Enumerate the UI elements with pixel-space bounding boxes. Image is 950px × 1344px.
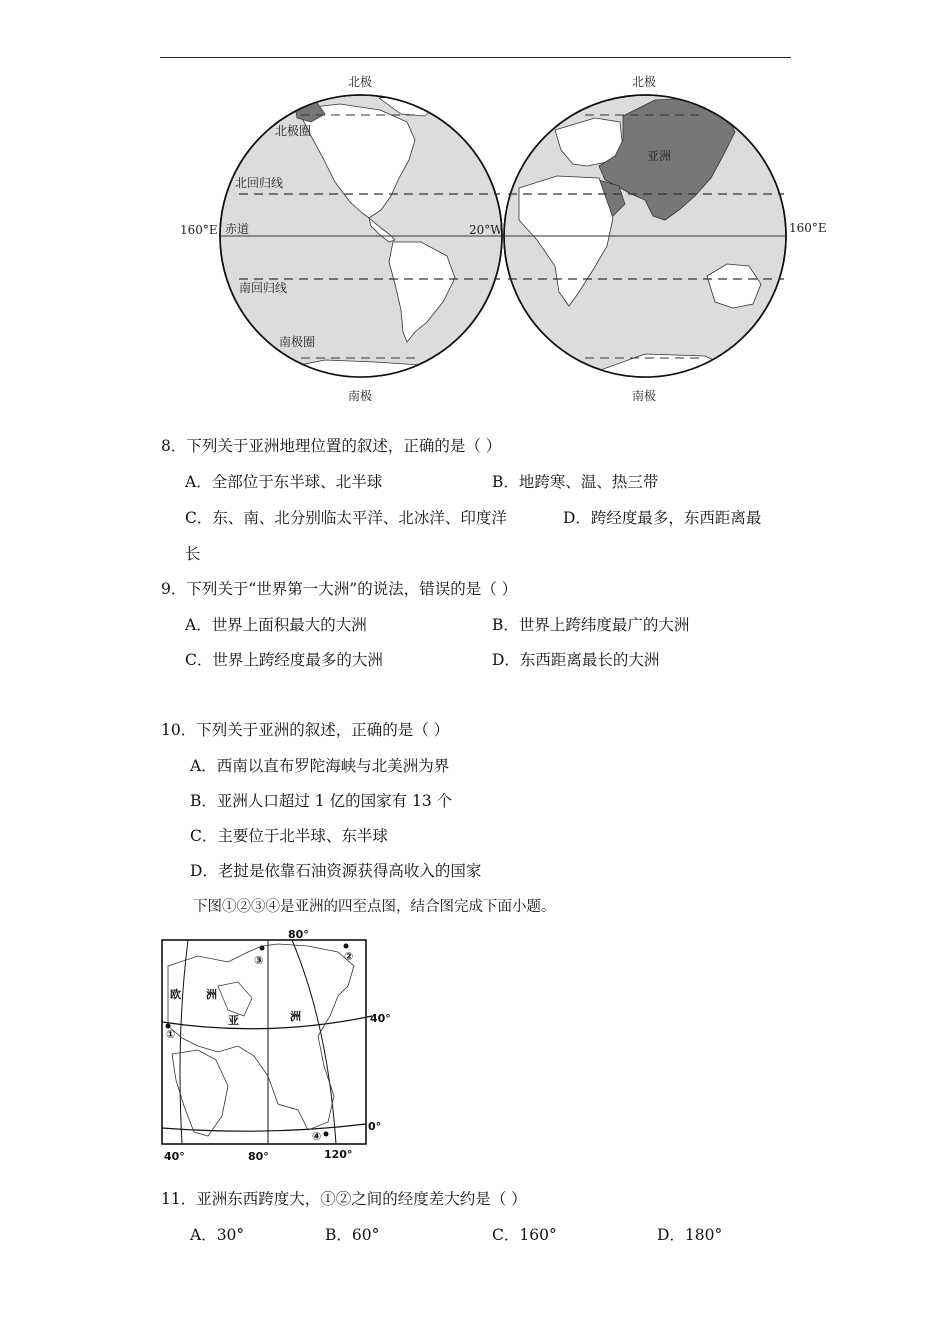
lon-120-label: 120°: [324, 1148, 353, 1161]
q8-option-b[interactable]: B．地跨寒、温、热三带: [492, 473, 659, 491]
lon-40-label: 40°: [164, 1150, 185, 1163]
q9-option-b[interactable]: B．世界上跨纬度最广的大洲: [492, 616, 690, 634]
q11-option-a[interactable]: A．30°: [190, 1226, 245, 1244]
lon-80-top-label: 80°: [288, 928, 309, 941]
point-4-label: ④: [312, 1130, 322, 1143]
q8-option-d-continued: 长: [185, 545, 201, 563]
mid-longitude-label: 20°W: [469, 223, 503, 237]
q10-option-b[interactable]: B．亚洲人口超过 1 亿的国家有 13 个: [190, 792, 453, 810]
q11-option-c[interactable]: C．160°: [492, 1226, 557, 1244]
tropic-cancer-label: 北回归线: [235, 176, 284, 190]
west-north-pole-label: 北极: [348, 75, 373, 89]
europe-char1: 欧: [170, 988, 181, 1001]
q11-option-b[interactable]: B．60°: [325, 1226, 380, 1244]
point-1-label: ①: [166, 1028, 176, 1041]
q11-option-d[interactable]: D．180°: [657, 1226, 723, 1244]
hemisphere-map: [175, 70, 835, 405]
q8-option-a[interactable]: A．全部位于东半球、北半球: [185, 473, 383, 491]
q10-option-a[interactable]: A．西南以直布罗陀海峡与北美洲为界: [190, 757, 450, 775]
right-longitude-label: 160°E: [789, 221, 827, 235]
equator-label: 赤道: [225, 222, 250, 236]
east-north-pole-label: 北极: [632, 75, 657, 89]
q11-stem: 11．亚洲东西跨度大，①②之间的经度差大约是（ ）: [161, 1190, 527, 1208]
q9-option-d[interactable]: D．东西距离最长的大洲: [492, 651, 660, 669]
east-hemisphere: [504, 95, 786, 410]
q9-stem: 9．下列关于“世界第一大洲”的说法，错误的是（ ）: [161, 580, 518, 598]
asia-label: 亚洲: [647, 149, 672, 163]
point-3-label: ③: [254, 954, 264, 967]
west-south-pole-label: 南极: [348, 389, 373, 403]
asia-char1: 亚: [228, 1014, 239, 1027]
q8-option-d[interactable]: D．跨经度最多，东西距离最: [563, 509, 762, 527]
antarctic-circle-label: 南极圈: [279, 335, 316, 349]
arctic-circle-label: 北极圈: [275, 124, 312, 138]
q9-option-a[interactable]: A．世界上面积最大的大洲: [185, 616, 367, 634]
lat-40-label: 40°: [370, 1012, 391, 1025]
point-2-label: ②: [344, 950, 354, 963]
q10-stem: 10．下列关于亚洲的叙述，正确的是（ ）: [161, 721, 450, 739]
asia-char2: 洲: [290, 1010, 301, 1023]
header-rule: [160, 57, 791, 58]
q8-stem: 8．下列关于亚洲地理位置的叙述，正确的是（ ）: [161, 437, 502, 455]
left-longitude-label: 160°E: [180, 223, 218, 237]
q10-option-c[interactable]: C．主要位于北半球、东半球: [190, 827, 388, 845]
lat-0-label: 0°: [368, 1120, 382, 1133]
q8-option-c[interactable]: C．东、南、北分别临太平洋、北冰洋、印度洋: [185, 509, 507, 527]
q10-option-d[interactable]: D．老挝是依靠石油资源获得高收入的国家: [190, 862, 482, 880]
q9-option-c[interactable]: C．世界上跨经度最多的大洲: [185, 651, 383, 669]
tropic-capricorn-label: 南回归线: [239, 281, 288, 295]
europe-char2: 洲: [206, 988, 217, 1001]
lon-80-label: 80°: [248, 1150, 269, 1163]
west-hemisphere: [220, 94, 502, 410]
asia-extreme-points-map: [158, 926, 391, 1166]
figure-intro: 下图①②③④是亚洲的四至点图，结合图完成下面小题。: [193, 899, 556, 915]
east-south-pole-label: 南极: [632, 389, 657, 403]
